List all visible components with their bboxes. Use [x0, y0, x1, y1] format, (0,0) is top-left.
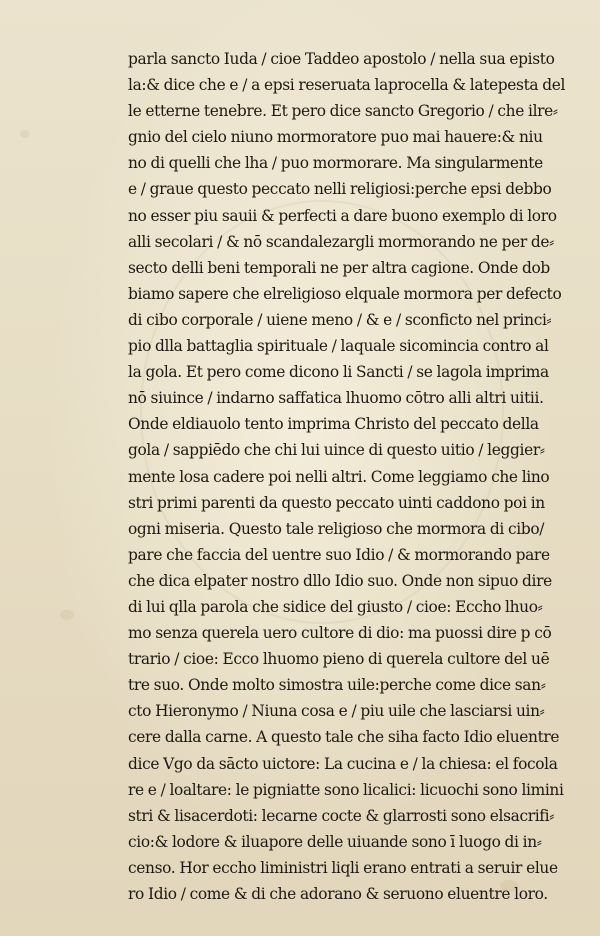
text-line: gola / sappiēdo che chi lui uince di questo uitio / leggier⸗ [128, 441, 545, 460]
text-line: pare che faccia del uentre suo Idio / & mormorando pare [128, 545, 550, 564]
text-line: censo. Hor eccho liministri liqli erano entrati a seruir elue [128, 858, 558, 877]
text-line: mente losa cadere poi nelli altri. Come leggiamo che lino [128, 467, 550, 486]
text-line: nō siuince / indarno saffatica lhuomo cōtro alli altri uitii. [128, 389, 544, 408]
text-line: cere dalla carne. A questo tale che siha facto Idio eluentre [128, 728, 560, 747]
text-line: la gola. Et pero come dicono li Sancti / se lagola imprima [128, 363, 549, 382]
text-line: no esser piu sauii & perfecti a dare buono exemplo di loro [128, 206, 557, 225]
text-line: stri primi parenti da questo peccato uinti caddono poi in [128, 493, 545, 512]
text-line: stri & lisacerdoti: lecarne cocte & glarrosti sono elsacrifi⸗ [128, 806, 554, 825]
text-line: di cibo corporale / uiene meno / & e / sconficto nel princi⸗ [128, 310, 552, 329]
text-line: mo senza querela uero cultore di dio: ma puossi dire p cō [128, 624, 552, 643]
text-line: tre suo. Onde molto simostra uile:perche come dice san⸗ [128, 676, 546, 695]
text-line: cio:& lodore & iluapore delle uiuande sono ī luogo di in⸗ [128, 832, 542, 851]
text-line: che dica elpater nostro dllo Idio suo. Onde non sipuo dire [128, 571, 552, 590]
text-line: cto Hieronymo / Niuna cosa e / piu uile che lasciarsi uin⸗ [128, 702, 545, 721]
text-line: e / graue questo peccato nelli religiosi:perche epsi debbo [128, 180, 552, 199]
text-line: biamo sapere che elreligioso elquale mormora per defecto [128, 284, 562, 303]
text-line: ro Idio / come & di che adorano & seruono eluentre loro. [128, 885, 548, 903]
text-line: dice Vgo da sācto uictore: La cucina e / la chiesa: el focola [128, 754, 558, 773]
text-block [128, 46, 568, 907]
foxing-spot [20, 130, 30, 138]
foxing-spot [60, 610, 74, 620]
text-line: ogni miseria. Questo tale religioso che mormora di cibo/ [128, 519, 545, 538]
text-line: alli secolari / & nō scandalezargli mormorando ne per de⸗ [128, 232, 554, 251]
text-line: pio dlla battaglia spirituale / laquale sicomincia contro al [128, 337, 549, 356]
text-line: gnio del cielo niuno mormoratore puo mai hauere:& niu [128, 128, 543, 147]
text-line: di lui qlla parola che sidice del giusto / cioe: Eccho lhuo⸗ [128, 597, 543, 616]
text-line: le etterne tenebre. Et pero dice sancto Gregorio / che ilre⸗ [128, 102, 558, 121]
text-line: trario / cioe: Ecco lhuomo pieno di querela cultore del uē [128, 650, 550, 669]
text-line: secto delli beni temporali ne per altra cagione. Onde dob [128, 258, 550, 277]
text-line: Onde eldiauolo tento imprima Christo del peccato della [128, 415, 539, 434]
text-line: la:& dice che e / a epsi reseruata laprocella & latepesta del [128, 76, 566, 95]
text-line: re e / loaltare: le pigniatte sono licalici: licuochi sono limini [128, 780, 564, 799]
text-line: no di quelli che lha / puo mormorare. Ma singularmente [128, 154, 543, 173]
text-line: parla sancto Iuda / cioe Taddeo apostolo / nella sua episto [128, 50, 555, 68]
